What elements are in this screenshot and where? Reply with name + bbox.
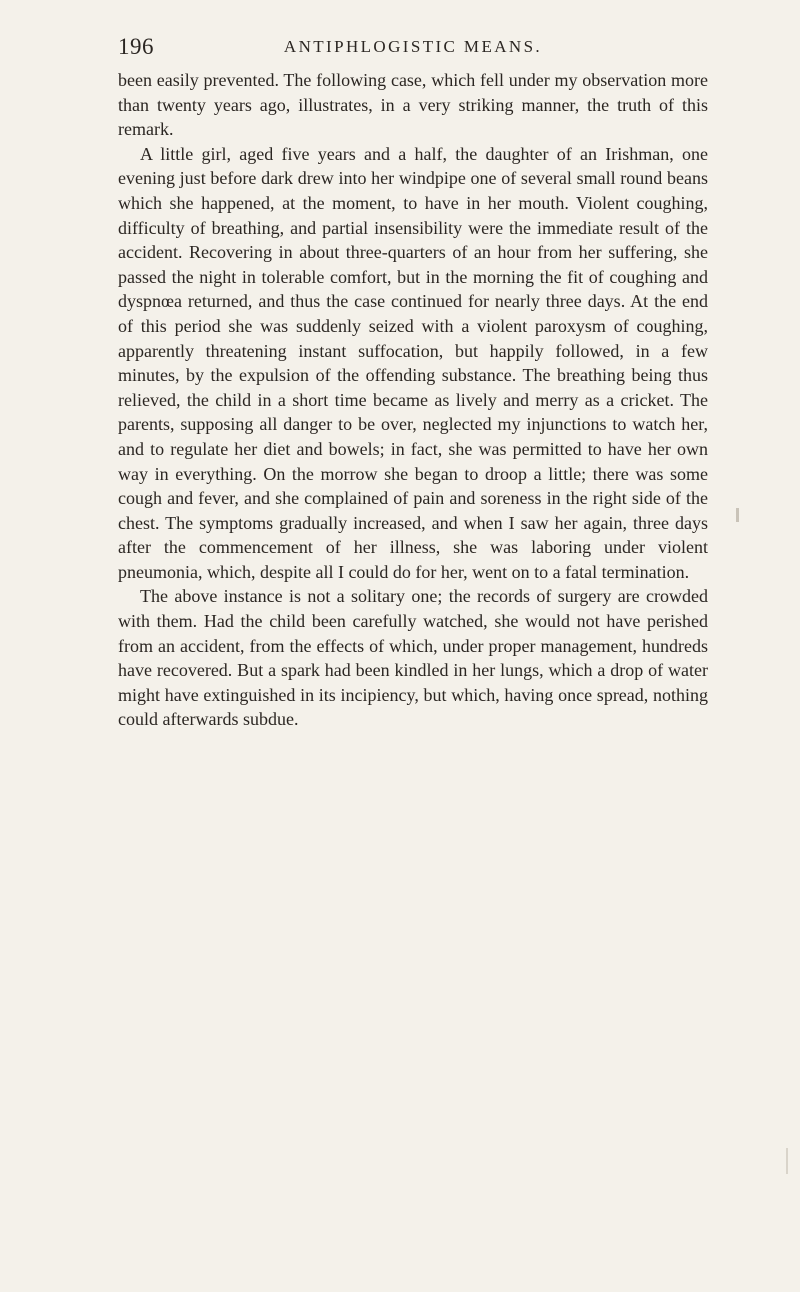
- body-text: [118, 68, 708, 732]
- paragraph-case-report: A little girl, aged five years and a half, the daughter of an Irishman, one evening just before dark drew into her windpipe one of several small round beans which she happened, at the moment, to have in her mouth. Violent coughing, difficulty of breathing, and partial insensibility were the immediate result of the accident. Recovering in about three-quarters of an hour from her suffering, she passed the night in tolerable comfort, but in the morning the fit of coughing and dyspnœa returned, and thus the case continued for nearly three days. At the end of this period she was suddenly seized with a violent paroxysm of coughing, apparently threatening instant suffocation, but happily followed, in a few minutes, by the expulsion of the offending substance. The breathing being thus relieved, the child in a short time became as lively and merry as a cricket. The parents, supposing all danger to be over, neglected my injunctions to watch her, and to regulate her diet and bowels; in fact, she was permitted to have her own way in everything. On the morrow she began to droop a little; there was some cough and fever, and she complained of pain and soreness in the right side of the chest. The symptoms gradually increased, and when I saw her again, three days after the commencement of her illness, she was laboring under violent pneumonia, which, despite all I could do for her, went on to a fatal termination.: [118, 143, 708, 582]
- page-number: 196: [118, 34, 154, 59]
- paragraph-continuation: been easily prevented. The following case, which fell under my observation more than twenty years ago, illustrates, in a very striking manner, the truth of this remark.: [118, 70, 708, 140]
- paragraph-conclusion: The above instance is not a solitary one; the records of surgery are crowded with them. Had the child been carefully watched, she would not have perished from an accident, from the effects of which, under proper management, hundreds have recovered. But a spark had been kindled in her lungs, which a drop of water might have extinguished in its incipiency, but which, having once spread, nothing could afterwards subdue.: [118, 586, 708, 730]
- margin-mark: [736, 508, 739, 522]
- book-page: [118, 34, 708, 732]
- running-title: ANTIPHLOGISTIC MEANS.: [283, 37, 543, 56]
- running-head: [118, 34, 708, 68]
- edge-mark: [786, 1148, 788, 1174]
